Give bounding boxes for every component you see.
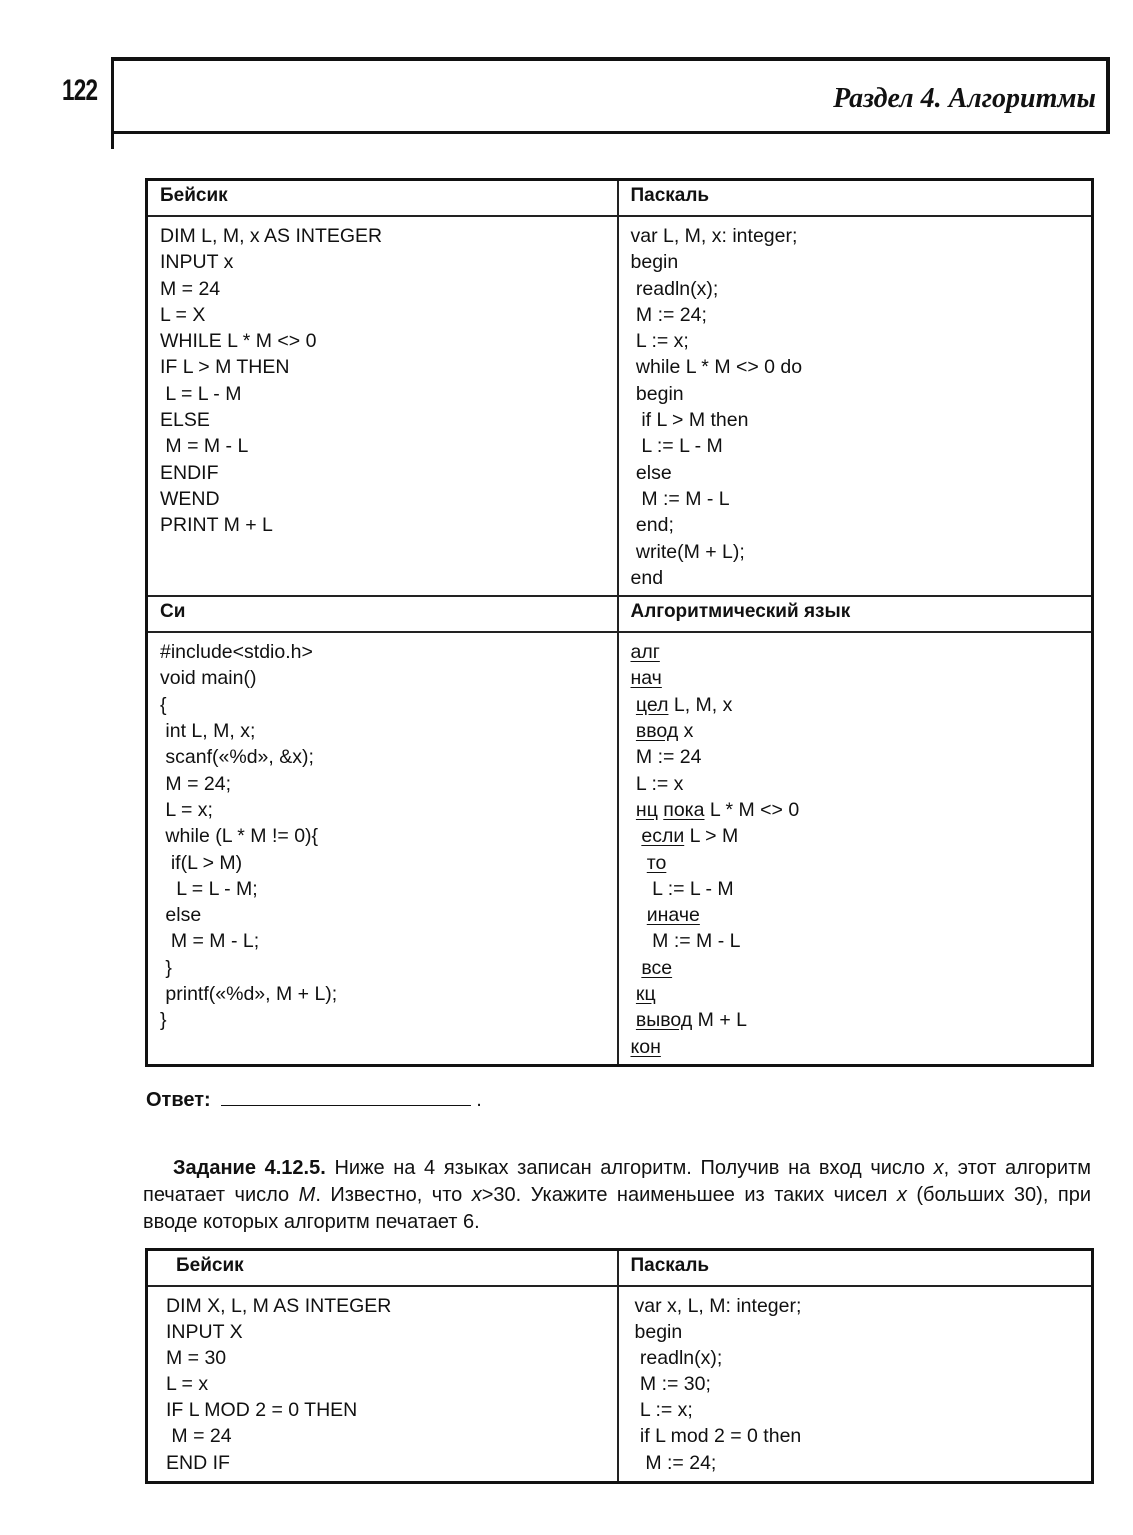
algorithmic-code (618, 632, 1093, 1065)
pascal-code-lines (631, 223, 1080, 591)
code-line: WEND (160, 487, 220, 510)
keyword: все (641, 956, 673, 979)
keyword: нач (630, 667, 662, 690)
code-line: WHILE L * M <> 0 (160, 330, 317, 353)
keyword: кц (635, 983, 656, 1006)
algorithmic-code-lines (631, 639, 1080, 1060)
code-line: end; (630, 514, 674, 537)
code-line: M = 24 (166, 1425, 232, 1448)
page-header (111, 57, 1110, 134)
code-line: if L mod 2 = 0 then (634, 1425, 802, 1448)
code-line: DIM X, L, M AS INTEGER (166, 1295, 392, 1317)
answer-line (146, 1087, 482, 1112)
code-line: L = x (166, 1373, 209, 1396)
keyword: цел (635, 693, 669, 716)
page-number: 122 (62, 74, 98, 107)
code-line (631, 902, 1080, 928)
task-var: x (896, 1184, 907, 1206)
task-var: x (471, 1184, 482, 1206)
task-var: x (933, 1157, 944, 1179)
code-text: L := x (635, 772, 684, 795)
keyword: кон (630, 1035, 661, 1058)
code-line: else (630, 461, 672, 484)
code-line: void main() (160, 667, 257, 690)
basic-code-lines (166, 1293, 605, 1476)
basic-code (147, 216, 618, 596)
code-line: if(L > M) (160, 851, 243, 874)
c-header: Си (147, 596, 618, 632)
code-table-1 (145, 178, 1094, 1067)
algorithmic-header: Алгоритмический язык (618, 596, 1093, 632)
pascal-header: Паскаль (618, 1250, 1093, 1287)
code-line: INPUT x (160, 251, 234, 274)
code-line: L = X (160, 303, 206, 326)
code-line: L := x; (630, 330, 689, 353)
code-line: L = L - M (160, 382, 242, 405)
indent (631, 957, 642, 979)
code-line: INPUT X (166, 1321, 243, 1344)
code-line (631, 639, 1080, 665)
task-text-part: . Известно, что (315, 1184, 472, 1206)
code-line: ENDIF (160, 461, 219, 484)
task-var: M (298, 1184, 316, 1206)
header-divider (111, 127, 114, 149)
answer-label: Ответ: (146, 1089, 211, 1111)
code-line: M = 24 (160, 277, 221, 300)
code-line: else (160, 904, 202, 927)
code-line: write(M + L); (630, 540, 745, 563)
answer-end: . (476, 1089, 482, 1111)
task-text-part: Ниже на 4 языках записан алгоритм. Получив на вход число (325, 1157, 934, 1179)
code-table-2 (145, 1248, 1094, 1484)
indent (631, 825, 642, 847)
task-text-part: , этот алгоритм печатает число (143, 1157, 1091, 1206)
code-text: M := M - L (652, 930, 741, 953)
code-line: while (L * M != 0){ (160, 825, 319, 848)
code-line: scanf(«%d», &x); (160, 746, 314, 769)
keyword: нц (635, 798, 658, 821)
pascal-code (618, 1286, 1093, 1483)
code-line: IF L > M THEN (160, 356, 290, 379)
keyword: иначе (646, 904, 700, 927)
code-text: M + L (692, 1009, 747, 1032)
code-line: if L > M then (630, 409, 749, 432)
pascal-code-lines (635, 1293, 1080, 1476)
code-line: M := 30; (634, 1373, 711, 1396)
task-text (143, 1155, 1091, 1236)
code-line: M = 30 (166, 1347, 227, 1370)
code-line: END IF (166, 1451, 230, 1474)
code-line: L = x; (160, 798, 213, 821)
code-line: IF L MOD 2 = 0 THEN (166, 1399, 358, 1422)
keyword: если (641, 825, 685, 848)
task-label: Задание 4.12.5. (173, 1157, 326, 1179)
keyword: то (646, 851, 667, 874)
basic-code-lines (160, 223, 605, 539)
code-line: int L, M, x; (160, 720, 256, 743)
code-text: x (678, 720, 694, 743)
code-line: L := L - M (630, 435, 723, 458)
code-line: M = M - L; (160, 930, 260, 953)
code-line (631, 1007, 1080, 1033)
code-line (631, 850, 1080, 876)
code-line (631, 876, 1080, 902)
indent (631, 930, 653, 952)
code-text: L := L - M (652, 877, 734, 900)
answer-blank[interactable] (221, 1087, 471, 1106)
code-line (631, 928, 1080, 954)
code-line: L := x; (634, 1399, 693, 1422)
keyword: ввод (635, 720, 679, 743)
task-text-part: >30. Укажите наименьшее из таких чисел (481, 1184, 897, 1206)
code-line: } (160, 1009, 167, 1032)
code-line (631, 771, 1080, 797)
keyword: пока (663, 798, 705, 821)
c-code (147, 632, 618, 1065)
code-line: begin (634, 1321, 683, 1344)
code-text: L * M <> 0 (704, 798, 800, 821)
basic-header: Бейсик (147, 180, 618, 217)
basic-header: Бейсик (147, 1250, 618, 1287)
code-line: M = 24; (160, 772, 231, 795)
task-text-part: (больших 30), при вводе которых алгоритм печатает 6. (143, 1184, 1091, 1233)
code-line: var x, L, M: integer; (634, 1295, 802, 1317)
code-line (631, 744, 1080, 770)
code-line: } (160, 956, 172, 979)
code-line: ELSE (160, 409, 210, 432)
code-line (631, 823, 1080, 849)
code-line: begin (630, 382, 684, 405)
code-text: L > M (684, 825, 739, 848)
code-line: M := 24; (630, 303, 707, 326)
code-line: begin (630, 251, 679, 274)
code-line: PRINT M + L (160, 514, 273, 537)
code-text: M := 24 (635, 746, 702, 769)
c-code-lines (160, 639, 605, 1033)
code-line: printf(«%d», M + L); (160, 983, 338, 1006)
code-text: L, M, x (668, 693, 733, 716)
code-line: readln(x); (634, 1347, 723, 1370)
code-line (631, 718, 1080, 744)
code-line: DIM L, M, x AS INTEGER (160, 225, 383, 247)
code-line (631, 692, 1080, 718)
pascal-code (618, 216, 1093, 596)
code-line: M := M - L (630, 487, 730, 510)
keyword: вывод (635, 1009, 693, 1032)
indent (631, 878, 653, 900)
code-line: L = L - M; (160, 877, 258, 900)
code-line: end (630, 566, 664, 589)
section-title: Раздел 4. Алгоритмы (833, 83, 1096, 114)
code-line (631, 1034, 1080, 1060)
code-line: readln(x); (630, 277, 719, 300)
code-line (631, 797, 1080, 823)
code-line: while L * M <> 0 do (630, 356, 803, 379)
code-line: M = M - L (160, 435, 249, 458)
indent (631, 904, 647, 926)
code-line (631, 981, 1080, 1007)
code-line: var L, M, x: integer; (630, 225, 798, 247)
code-line (631, 665, 1080, 691)
code-line: #include<stdio.h> (160, 641, 313, 664)
code-line: { (160, 693, 167, 716)
indent (631, 852, 647, 874)
basic-code (147, 1286, 618, 1483)
pascal-header: Паскаль (618, 180, 1093, 217)
keyword: алг (630, 641, 660, 664)
code-line (631, 955, 1080, 981)
code-line: M := 24; (634, 1451, 717, 1474)
